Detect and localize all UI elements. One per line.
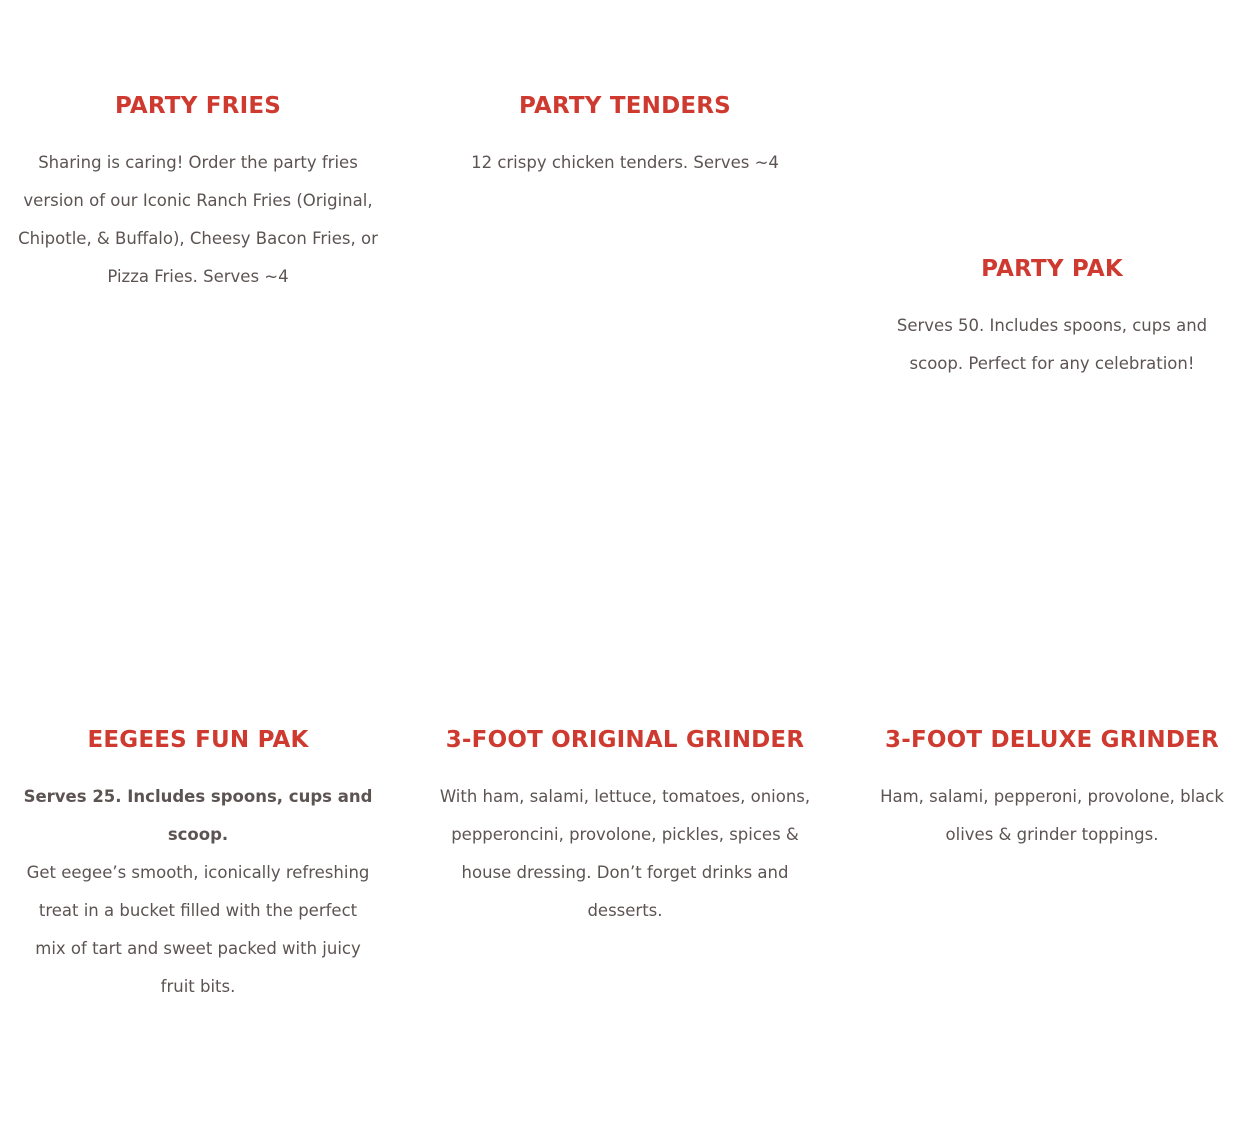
menu-item-party-tenders xyxy=(435,91,815,182)
item-description: Get eegee’s smooth, iconically refreshing treat in a bucket filled with the perfect mix of tart and sweet packed with juicy fruit bits. xyxy=(26,863,370,996)
menu-item-party-pak xyxy=(862,254,1242,383)
item-title: PARTY TENDERS xyxy=(519,93,731,119)
item-description: With ham, salami, lettuce, tomatoes, onions, pepperoncini, provolone, pickles, spices & house dressing. Don’t forget drinks and desserts. xyxy=(439,787,811,920)
item-title: 3-FOOT ORIGINAL GRINDER xyxy=(445,727,805,753)
item-title: PARTY PAK xyxy=(981,256,1123,282)
menu-item-3-foot-deluxe-grinder xyxy=(862,725,1242,854)
item-description: Ham, salami, pepperoni, provolone, black olives & grinder toppings. xyxy=(880,787,1224,844)
menu-item-3-foot-original-grinder xyxy=(430,725,820,930)
item-description: 12 crispy chicken tenders. Serves ~4 xyxy=(471,153,779,172)
item-description: Serves 50. Includes spoons, cups and scoop. Perfect for any celebration! xyxy=(896,316,1208,373)
menu-item-eegees-fun-pak xyxy=(8,725,388,1006)
item-title: EEGEES FUN PAK xyxy=(87,727,309,753)
menu-item-party-fries xyxy=(8,91,388,296)
item-description: Sharing is caring! Order the party fries version of our Iconic Ranch Fries (Original, Chipotle, & Buffalo), Cheesy Bacon Fries, or Pizza Fries. Serves ~4 xyxy=(18,153,378,286)
item-title: PARTY FRIES xyxy=(114,93,282,119)
item-title: 3-FOOT DELUXE GRINDER xyxy=(885,727,1219,753)
item-description-bold: Serves 25. Includes spoons, cups and scoop. xyxy=(23,787,373,844)
